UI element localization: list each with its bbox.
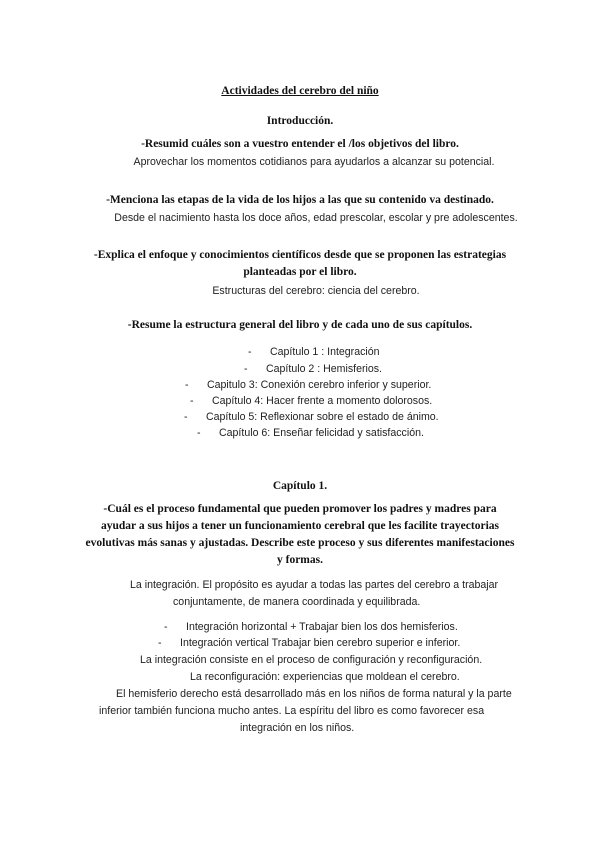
intro-answer-3: Estructuras del cerebro: ciencia del cerebro. bbox=[212, 285, 420, 297]
intro-heading: Introducción. bbox=[266, 115, 334, 127]
chapter-list-item: - Capítulo 1 : Integración bbox=[248, 346, 380, 358]
intro-answer-2: Desde el nacimiento hasta los doce años, edad prescolar, escolar y pre adolescentes. bbox=[114, 212, 518, 224]
integration-list-item: - Integración horizontal + Trabajar bien los dos hemisferios. bbox=[164, 621, 458, 633]
list-bullet: - bbox=[197, 427, 201, 439]
chapter1-paragraph-2: La integración consiste en el proceso de configuración y reconfiguración. bbox=[140, 654, 483, 666]
chapter1-question-line-1: -Cuál es el proceso fundamental que pueden promover los padres y madres para bbox=[103, 503, 497, 515]
list-bullet: - bbox=[248, 346, 252, 358]
list-bullet: - bbox=[184, 411, 188, 423]
chapter1-question-line-3: evolutivas más sanas y ajustadas. Describe este proceso y sus diferentes manifestaciones bbox=[85, 537, 515, 549]
intro-question-3-line-2: planteadas por el libro. bbox=[243, 266, 357, 278]
chapter1-heading: Capítulo 1. bbox=[272, 480, 328, 492]
chapter1-question-line-4: y formas. bbox=[277, 554, 323, 566]
chapter-list-item: - Capítulo 4: Hacer frente a momento dolorosos. bbox=[190, 395, 433, 407]
chapter-list-item: - Capítulo 6: Enseñar felicidad y satisfacción. bbox=[197, 427, 424, 439]
list-bullet: - bbox=[185, 379, 189, 391]
list-bullet: - bbox=[190, 395, 194, 407]
chapter1-question-line-2: ayudar a sus hijos a tener un funcionamiento cerebral que les facilite trayectorias bbox=[101, 520, 499, 532]
list-bullet: - bbox=[244, 363, 248, 375]
document-title: Actividades del cerebro del niño bbox=[221, 85, 379, 97]
chapter-list-item: - Capítulo 5: Reflexionar sobre el estado de ánimo. bbox=[184, 411, 439, 423]
chapter-list-item: - Capitulo 3: Conexión cerebro inferior y superior. bbox=[185, 379, 432, 391]
intro-question-3-line-1: -Explica el enfoque y conocimientos científicos desde que se proponen las estrategias bbox=[93, 249, 507, 261]
chapter1-paragraph-1-line-1: La integración. El propósito es ayudar a todas las partes del cerebro a trabajar bbox=[130, 579, 499, 591]
chapter1-paragraph-4-line-3: integración en los niños. bbox=[240, 722, 355, 734]
list-bullet: - bbox=[164, 621, 168, 633]
intro-question-4: -Resume la estructura general del libro y de cada uno de sus capítulos. bbox=[127, 319, 473, 331]
list-bullet: - bbox=[158, 637, 162, 649]
chapter1-paragraph-3: La reconfiguración: experiencias que moldean el cerebro. bbox=[190, 671, 460, 683]
intro-question-1: -Resumid cuáles son a vuestro entender el /los objetivos del libro. bbox=[141, 138, 459, 150]
integration-list-item: - Integración vertical Trabajar bien cerebro superior e inferior. bbox=[158, 637, 461, 649]
intro-answer-1: Aprovechar los momentos cotidianos para ayudarlos a alcanzar su potencial. bbox=[133, 156, 495, 168]
chapter-list-item: - Capítulo 2 : Hemisferios. bbox=[244, 363, 382, 375]
chapter1-paragraph-1-line-2: conjuntamente, de manera coordinada y equilibrada. bbox=[173, 596, 421, 608]
chapter1-paragraph-4-line-2: inferior también funciona mucho antes. La espíritu del libro es como favorecer esa bbox=[99, 705, 485, 717]
intro-question-2: -Menciona las etapas de la vida de los hijos a las que su contenido va destinado. bbox=[106, 194, 494, 206]
chapter1-paragraph-4-line-1: El hemisferio derecho está desarrollado más en los niños de forma natural y la parte bbox=[116, 688, 512, 700]
